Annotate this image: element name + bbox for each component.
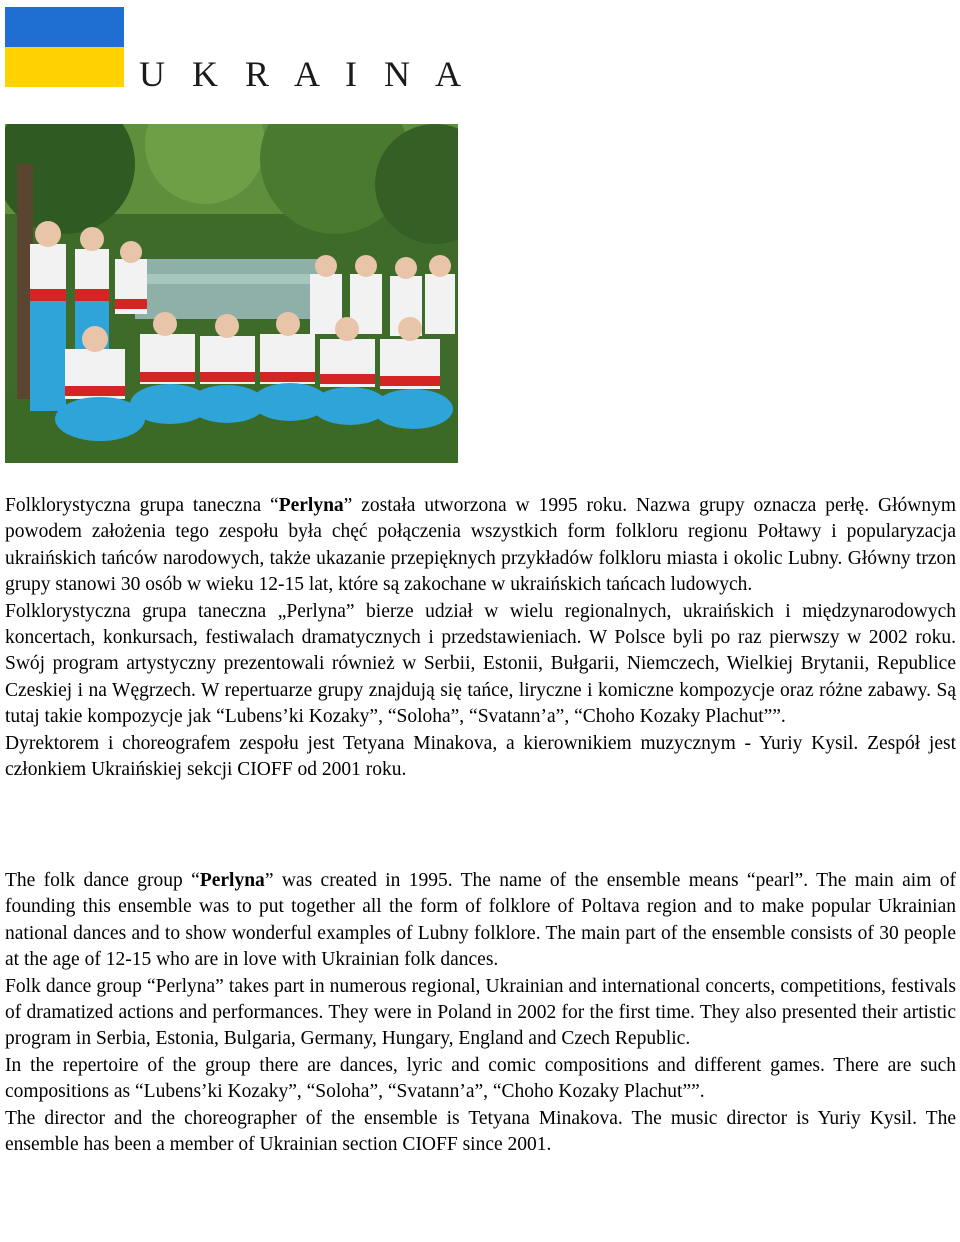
english-paragraph-4: The director and the choreographer of the ensemble is Tetyana Minakova. The music director is Yuriy Kysil. The ensemble has been a member of Ukrainian section CIOFF since 2001. — [5, 1107, 956, 1156]
english-paragraph-3: In the repertoire of the group there are dances, lyric and comic compositions and different games. There are such compositions as “Lubens’ki Kozaky”, “Soloha”, “Svatann’a”, “Choho Kozaky Plachut””. — [5, 1054, 956, 1103]
english-paragraph-2: Folk dance group “Perlyna” takes part in numerous regional, Ukrainian and international concerts, competitions, festivals of dramatized actions and performances. They were in Poland in 2002 for the first time. They also presented their artistic program in Serbia, Estonia, Bulgaria, Germany, Hungary, England and Czech Republic. — [5, 975, 956, 1050]
ensemble-photo — [5, 124, 458, 463]
ukraine-flag — [5, 7, 124, 87]
country-title: U K R A I N A — [139, 54, 471, 94]
polish-description — [5, 493, 956, 783]
polish-paragraph-3: Dyrektorem i choreografem zespołu jest Tetyana Minakova, a kierownikiem muzycznym - Yuriy Kysil. Zespół jest członkiem Ukraińskiej sekcji CIOFF od 2001 roku. — [5, 732, 956, 781]
english-paragraph-1 — [5, 868, 956, 974]
flag-blue-stripe — [5, 7, 124, 47]
polish-p1-start: Folklorystyczna grupa taneczna “ — [5, 495, 279, 516]
english-p1-rest: ” was created in 1995. The name of the ensemble means “pearl”. The main aim of founding this ensemble was to put together all the form of folklore of Poltava region and to make popular Ukrainian national dances and to show wonderful examples of Lubny folklore. The main part of the ensemble consists of 30 people at the age of 12-15 who are in love with Ukrainian folk dances. — [5, 870, 956, 971]
polish-p1-rest: ” została utworzona w 1995 roku. Nazwa grupy oznacza perłę. Głównym powodem założenia tego zespołu była chęć połączenia wszystkich form folkloru regionu Połtawy i popularyzacja ukraińskich tańców narodowych, także ukazanie przepięknych przykładów folkloru miasta i okolic Lubny. Główny trzon grupy stanowi 30 osób w wieku 12-15 lat, które są zakochane w ukraińskich tańcach ludowych. — [5, 495, 956, 596]
polish-paragraph-1 — [5, 493, 956, 599]
flag-yellow-stripe — [5, 47, 124, 87]
ensemble-name: Perlyna — [278, 495, 344, 516]
ensemble-name: Perlyna — [199, 870, 265, 891]
polish-paragraph-2: Folklorystyczna grupa taneczna „Perlyna” bierze udział w wielu regionalnych, ukraińskich i międzynarodowych koncertach, konkursach, festiwalach dramatycznych i przedstawieniach. W Polsce byli po raz pierwszy w 2002 roku. Swój program artystyczny prezentowali również w Serbii, Estonii, Bułgarii, Niemczech, Wielkiej Brytanii, Republice Czeskiej i na Węgrzech. W repertuarze grupy znajdują się tańce, liryczne i komiczne kompozycje oraz różne zabawy. Są tutaj takie kompozycje jak “Lubens’ki Kozaky”, “Soloha”, “Svatann’a”, “Choho Kozaky Plachut””. — [5, 600, 956, 728]
english-description — [5, 868, 956, 1158]
english-p1-start: The folk dance group “ — [5, 870, 200, 891]
